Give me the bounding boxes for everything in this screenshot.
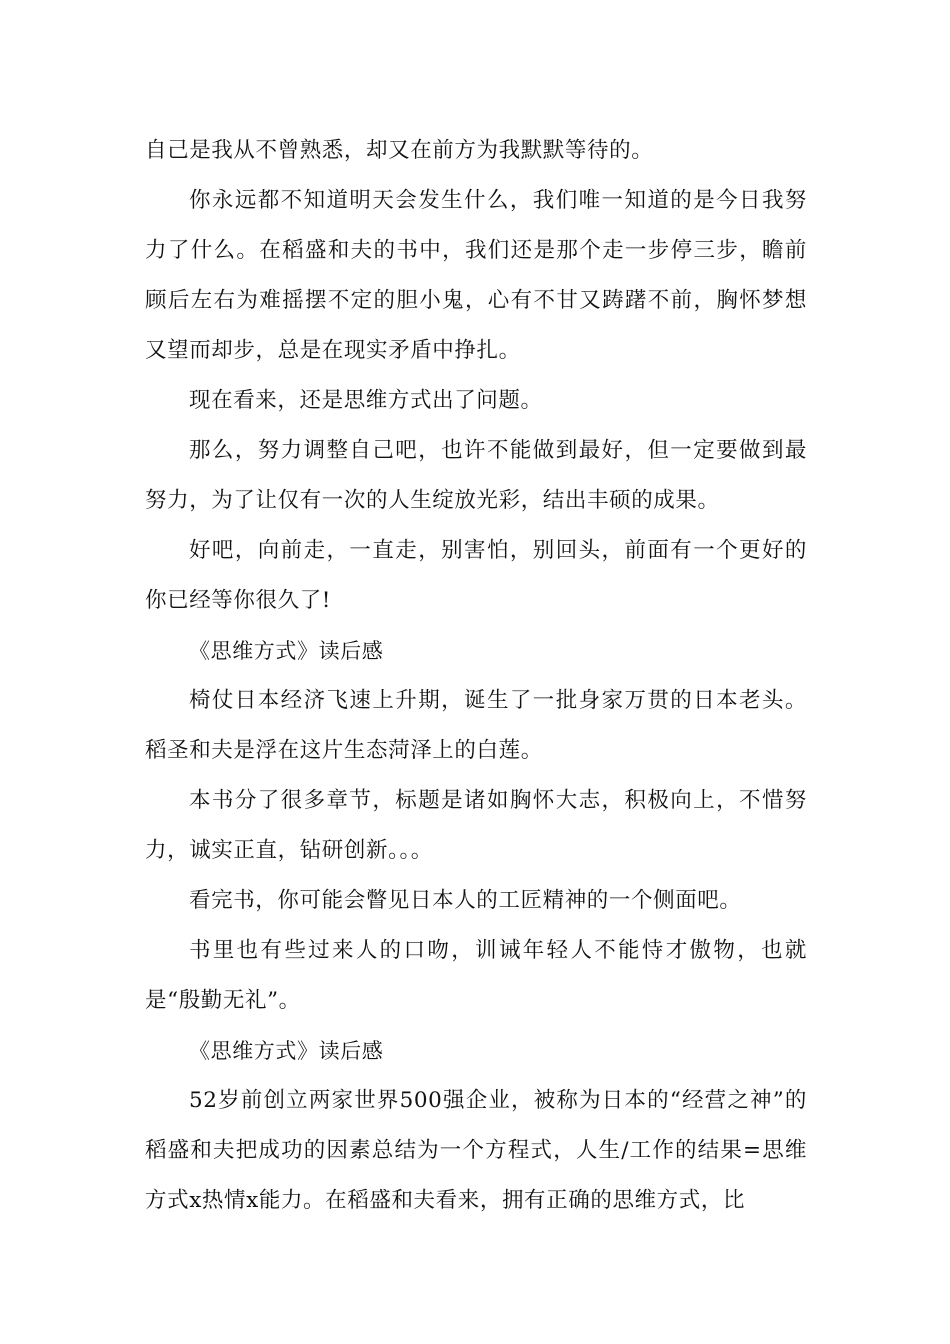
paragraph: 你永远都不知道明天会发生什么，我们唯一知道的是今日我努力了什么。在稻盛和夫的书中，我们还是那个走一步停三步，瞻前顾后左右为难摇摆不定的胆小鬼，心有不甘又踌躇不前，胸怀梦想又望而却步，总是在现实矛盾中挣扎。 bbox=[145, 188, 807, 363]
paragraph: 现在看来，还是思维方式出了问题。 bbox=[189, 388, 543, 413]
paragraph: 书里也有些过来人的口吻，训诫年轻人不能恃才傲物，也就是“殷勤无礼”。 bbox=[145, 938, 807, 1013]
section-heading: 《思维方式》读后感 bbox=[189, 639, 384, 663]
paragraph: 那么，努力调整自己吧，也许不能做到最好，但一定要做到最努力，为了让仅有一次的人生绽放光彩，结出丰硕的成果。 bbox=[145, 438, 807, 513]
paragraph: 椅仗日本经济飞速上升期，诞生了一批身家万贯的日本老头。稻圣和夫是浮在这片生态菏泽上的白莲。 bbox=[145, 688, 807, 763]
paragraph: 看完书，你可能会瞥见日本人的工匠精神的一个侧面吧。 bbox=[189, 888, 742, 913]
paragraph: 52岁前创立两家世界500强企业，被称为日本的“经营之神”的稻盛和夫把成功的因素总结为一个方程式，人生/工作的结果=思维方式x热情x能力。在稻盛和夫看来，拥有正确的思维方式，比 bbox=[145, 1088, 807, 1213]
paragraph: 自己是我从不曾熟悉，却又在前方为我默默等待的。 bbox=[145, 138, 654, 163]
section-heading: 《思维方式》读后感 bbox=[189, 1039, 384, 1063]
paragraph: 本书分了很多章节，标题是诸如胸怀大志，积极向上，不惜努力，诚实正直，钻研创新。。。 bbox=[145, 788, 807, 863]
document-body bbox=[145, 126, 807, 1226]
paragraph: 好吧，向前走，一直走，别害怕，别回头，前面有一个更好的你已经等你很久了! bbox=[145, 538, 807, 613]
